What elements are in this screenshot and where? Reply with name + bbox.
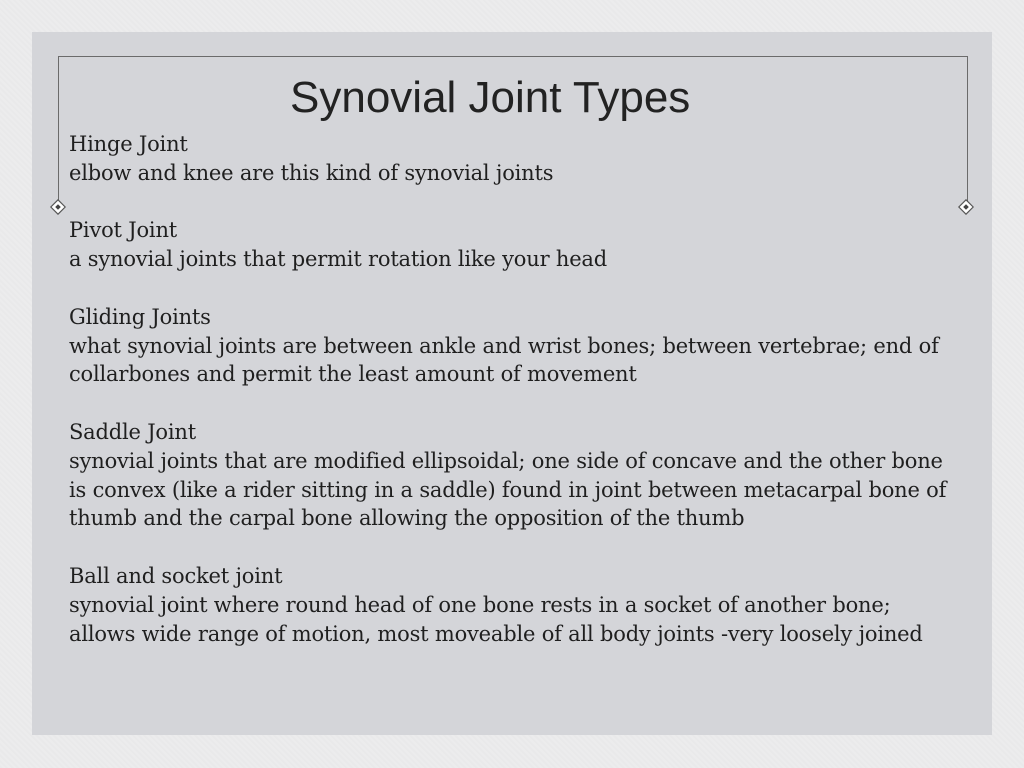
- slide-content: [69, 130, 949, 677]
- list-item: [69, 130, 949, 188]
- entry-description: a synovial joints that permit rotation like your head: [69, 247, 607, 272]
- entry-term: Gliding Joints: [69, 304, 211, 329]
- entry-term: Saddle Joint: [69, 419, 196, 444]
- slide-title: Synovial Joint Types: [290, 73, 691, 122]
- title-frame-left-line: [58, 56, 59, 206]
- entry-term: Pivot Joint: [69, 218, 178, 243]
- entry-description: elbow and knee are this kind of synovial joints: [69, 160, 554, 185]
- left-diamond-ornament-icon: [50, 199, 66, 215]
- right-diamond-ornament-icon: [958, 199, 974, 215]
- list-item: [69, 418, 949, 533]
- title-frame-right-line: [967, 56, 968, 206]
- entry-description: what synovial joints are between ankle and wrist bones; between vertebrae; end of collarbones and permit the least amount of movement: [69, 333, 939, 387]
- entry-term: Hinge Joint: [69, 132, 188, 156]
- list-item: [69, 303, 949, 389]
- entry-description: synovial joints that are modified ellipsoidal; one side of concave and the other bone is convex (like a rider sitting in a saddle) found in joint between metacarpal bone of thumb and the carpal bone allowing the opposition of the thumb: [69, 448, 947, 531]
- list-item: [69, 216, 949, 274]
- entry-description: synovial joint where round head of one bone rests in a socket of another bone; allows wide range of motion, most moveable of all body joints -very loosely joined: [69, 592, 923, 646]
- title-frame-top-line: [58, 56, 968, 57]
- list-item: [69, 562, 949, 648]
- entry-term: Ball and socket joint: [69, 563, 283, 588]
